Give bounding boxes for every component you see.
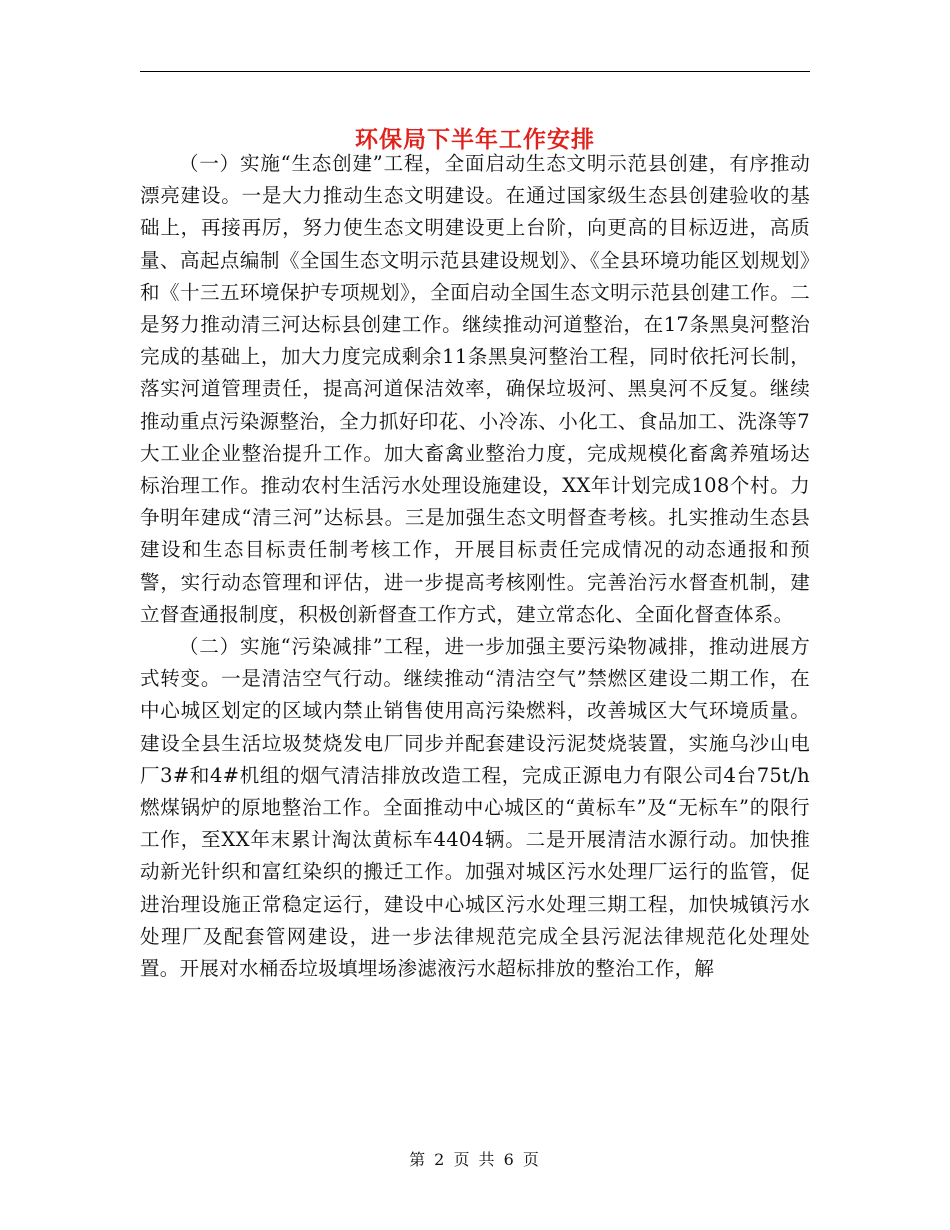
header-rule [140,71,810,72]
page-number: 第 2 页 共 6 页 [409,1150,541,1169]
document-body [140,148,810,985]
paragraph-2: （二）实施“污染减排”工程，进一步加强主要污染物减排，推动进展方式转变。一是清洁空气行动。继续推动“清洁空气”禁燃区建设二期工作，在中心城区划定的区域内禁止销售使用高污染燃料，改善城区大气环境质量。建设全县生活垃圾焚烧发电厂同步并配套建设污泥焚烧装置，实施乌沙山电厂3#和4#机组的烟气清洁排放改造工程，完成正源电力有限公司4台75t/h燃煤锅炉的原地整治工作。全面推动中心城区的“黄标车”及“无标车”的限行工作，至XX年末累计淘汰黄标车4404辆。二是开展清洁水源行动。加快推动新光针织和富红染织的搬迁工作。加强对城区污水处理厂运行的监管，促进治理设施正常稳定运行，建设中心城区污水处理三期工程，加快城镇污水处理厂及配套管网建设，进一步法律规范完成全县污泥法律规范化处理处置。开展对水桶岙垃圾填埋场渗滤液污水超标排放的整治工作，解 [140,635,810,981]
paragraph-1: （一）实施“生态创建”工程，全面启动生态文明示范县创建，有序推动漂亮建设。一是大力推动生态文明建设。在通过国家级生态县创建验收的基础上，再接再厉，努力使生态文明建设更上台阶，向更高的目标迈进，高质量、高起点编制《全国生态文明示范县建设规划》、《全县环境功能区划规划》和《十三五环境保护专项规划》，全面启动全国生态文明示范县创建工作。二是努力推动清三河达标县创建工作。继续推动河道整治，在17条黑臭河整治完成的基础上，加大力度完成剩余11条黑臭河整治工程，同时依托河长制，落实河道管理责任，提高河道保洁效率，确保垃圾河、黑臭河不反复。继续推动重点污染源整治，全力抓好印花、小冷冻、小化工、食品加工、洗涤等7大工业企业整治提升工作。加大畜禽业整治力度，完成规模化畜禽养殖场达标治理工作。推动农村生活污水处理设施建设，XX年计划完成108个村。力争明年建成“清三河”达标县。三是加强生态文明督查考核。扎实推动生态县建设和生态目标责任制考核工作，开展目标责任完成情况的动态通报和预警，实行动态管理和评估，进一步提高考核刚性。完善治污水督查机制，建立督查通报制度，积极创新督查工作方式，建立常态化、全面化督查体系。 [140,152,810,626]
document-title: 环保局下半年工作安排 [355,126,595,154]
